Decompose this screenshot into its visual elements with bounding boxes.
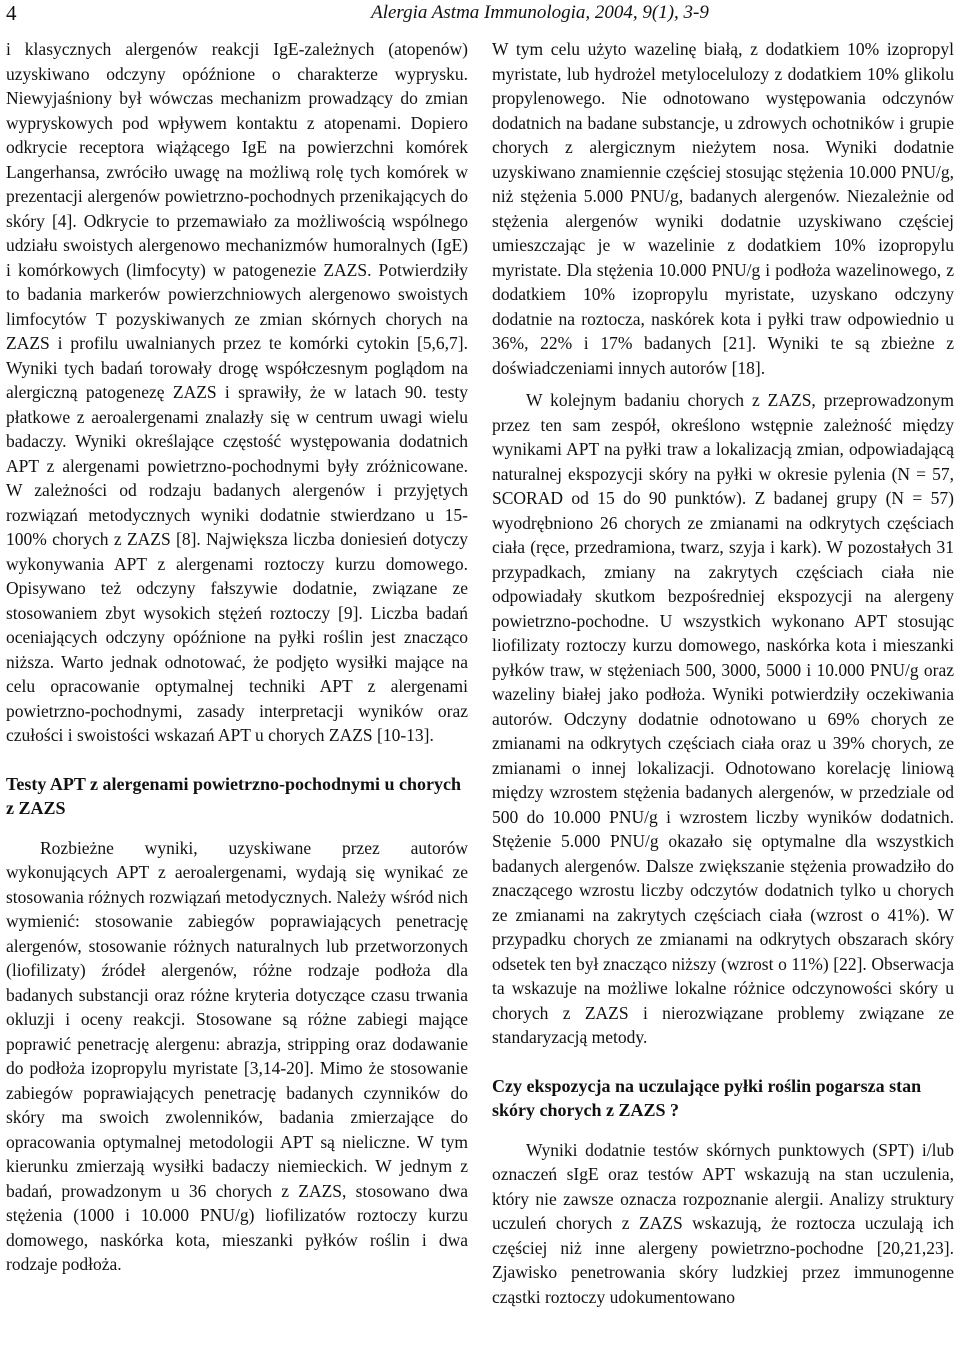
journal-header: Alergia Astma Immunologia, 2004, 9(1), 3-9 (371, 2, 709, 23)
right-paragraph-3: Wyniki dodatnie testów skórnych punktowych (SPT) i/lub oznaczeń sIgE oraz testów APT wskazują na stan uczulenia, który nie zawsze oznacza rozpoznanie alergii. Analizy struktury uczuleń chorych z ZAZS wskazują, że roztocza uczulają ich częściej niż inne alergeny powietrzno-pochodne [20,21,23]. Zjawisko penetrowania skóry ludzkiej przez immunogenne cząstki roztoczy udokumentowano (492, 1139, 954, 1307)
left-paragraph-2: Rozbieżne wyniki, uzyskiwane przez autorów wykonujących APT z aeroalergenami, wydają się wynikać ze stosowania różnych rozwiązań metodycznych. Należy wśród nich wymienić: stosowanie zabiegów poprawiających penetrację alergenów, stosowanie różnych naturalnych lub przetworzonych (liofilizaty) źródeł alergenów, różne rodzaje podłoża dla badanych substancji oraz różne kryteria dotyczące czasu trwania okluzji i oceny reakcji. Stosowane są różne zabiegi mające poprawić penetrację alergenu: abrazja, stripping oraz dodawanie do podłoża izopropylu myristate [3,14-20]. Mimo że stosowanie zabiegów poprawiających penetrację badanych czynników do skóry ma swoich zwolenników, badania zmierzające do opracowania optymalnej metodologii APT są nieliczne. W tym kierunku zmierzają wysiłki badaczy niemieckich. W jednym z badań, prowadzonym u 36 chorych z ZAZS, stosowano dwa stężenia (1000 i 10.000 PNU/g) liofilizatów roztoczy kurzu domowego, naskórka kota, mieszanki pyłków roślin i dwa rodzaje podłoża. (6, 837, 468, 1274)
section-heading-apt: Testy APT z alergenami powietrzno-pochodnymi u chorych z ZAZS (6, 773, 461, 818)
right-paragraph-1: W tym celu użyto wazelinę białą, z dodatkiem 10% izopropyl myristate, lub hydrożel metylocelulozy z dodatkiem 10% glikolu propylenowego. Nie odnotowano występowania odczynów dodatnich na badane substancje, u zdrowych ochotników i grupie chorych z alergicznym nieżytem nosa. Wyniki dodatnie uzyskiwano znamiennie częściej stosując stężenia 10.000 PNU/g, niż stężenia 5.000 PNU/g, badanych alergenów. Niezależnie od stężenia alergenów wyniki dodatnie uzyskiwano częściej umieszczając je w wazelinie z dodatkiem 10% izopropylu myristate. Dla stężenia 10.000 PNU/g i podłoża wazelinowego, z dodatkiem 10% izopropylu myristate, uzyskano odczyny dodatnie na roztocza, naskórek kota i pyłki traw odpowiednio u 36%, 22% i 17% badanych [21]. Wyniki te są zbieżne z doświadczeniami innych autorów [18]. (492, 39, 954, 378)
section-heading-pollen: Czy ekspozycja na uczulające pyłki roślin pogarsza stan skóry chorych z ZAZS ? (492, 1075, 922, 1120)
left-paragraph-1: i klasycznych alergenów reakcji IgE-zależnych (atopenów) uzyskiwano odczyny opóźnione o charakterze wyprysku. Niewyjaśniony był wówczas mechanizm prowadzący do zmian wypryskowych pod wpływem kontaktu z atopenami. Dopiero odkrycie receptora wiążącego IgE na powierzchni komórek Langerhansa, zwróciło uwagę na możliwą rolę tych komórek w prezentacji alergenów powietrzno-pochodnych przenikających do skóry [4]. Odkrycie to przemawiało za możliwością wspólnego udziału swoistych alergenowo mechanizmów humoralnych (IgE) i komórkowych (limfocyty) w patogenezie ZAZS. Potwierdziły to badania markerów powierzchniowych alergenowo swoistych limfocytów T pozyskiwanych ze zmian skórnych chorych na ZAZS i profilu uwalnianych przez te komórki cytokin [5,6,7]. Wyniki tych badań torowały drogę współczesnym poglądom na alergiczną patogenezę ZAZS i sprawiły, że w latach 90. testy płatkowe z aeroalergenami znalazły się w centrum uwagi wielu badaczy. Wyniki określające częstość występowania dodatnich APT z alergenami powietrzno-pochodnymi były zróżnicowane. W zależności od rodzaju badanych alergenów i przyjętych rozwiązań metodycznych wyniki dodatnie stwierdzano u 15-100% chorych z ZAZS [8]. Największa liczba doniesień dotyczy wykonywania APT z alergenami roztoczy kurzu domowego. Opisywano też odczyny fałszywie dodatnie, związane ze stosowaniem zbyt wysokich stężeń roztoczy [9]. Liczba badań oceniających odczyny opóźnione na pyłki roślin jest znacząco niższa. Warto jednak odnotować, że podjęto wysiłki mające na celu opracowanie optymalnej techniki APT z alergenami powietrzno-pochodnymi, zasady interpretacji wyników oraz czułości i swoistości wskazań APT u chorych ZAZS [10-13]. (6, 39, 468, 745)
left-column (6, 37, 468, 1277)
right-paragraph-2: W kolejnym badaniu chorych z ZAZS, przeprowadzonym przez ten sam zespół, określono wstępnie zależność między wynikami APT na pyłki traw a lokalizacją zmian, odpowiadającą naturalnej ekspozycji skóry na pyłki w okresie pylenia (N = 57, SCORAD od 15 do 90 punktów). Z badanej grupy (N = 57) wyodrębniono 26 chorych ze zmianami na odkrytych częściach ciała (ręce, przedramiona, twarz, szyja i kark). W pozostałych 31 przypadkach, zmiany na zakrytych częściach ciała nie odpowiadały skutkom bezpośredniej ekspozycji na alergeny powietrzno-pochodne. U wszystkich wykonano APT stosując liofilizaty roztoczy kurzu domowego, naskórka kota i mieszanki pyłków traw, w stężeniach 500, 3000, 5000 i 10.000 PNU/g oraz wazeliny białej jako podłoża. Wyniki potwierdziły oczekiwania autorów. Odczyny dodatnie odnotowano u 69% chorych ze zmianami na odkrytych częściach ciała oraz u 39% chorych, ze zmianami o innej lokalizacji. Odnotowano korelację liniową między wzrostem stężenia badanych alergenów, w przedziale od 500 do 10.000 PNU/g i wzrostem liczby wyników dodatnich. Stężenie 5.000 PNU/g okazało się optymalne dla wszystkich badanych alergenów. Dalsze zwiększanie stężenia prowadziło do znaczącego wzrostu liczby odczytów dodatnich tylko u chorych ze zmianami na zakrytych częściach ciała (wzrost o 41%). W przypadku chorych ze zmianami na odkrytych obszarach skóry odsetek ten był znacząco niższy (wzrost o 11%) [22]. Obserwacja ta wskazuje na możliwe lokalne różnice odczynowości skóry u chorych z ZAZS i nierozwiązane problemy związane ze standaryzacją metody. (492, 390, 954, 1047)
right-column (492, 37, 954, 1309)
page-number: 4 (6, 1, 17, 25)
